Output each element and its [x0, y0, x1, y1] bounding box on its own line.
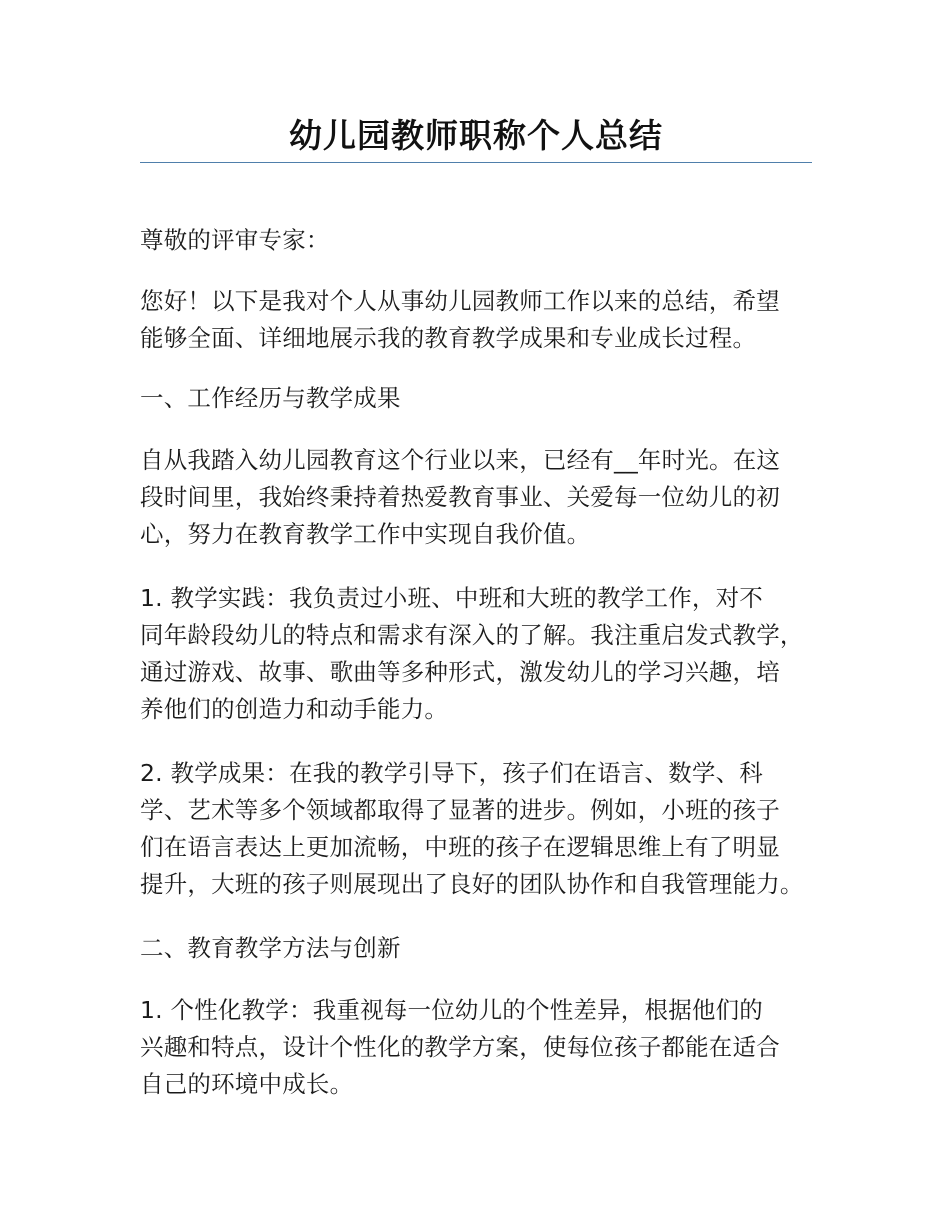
item1-1-line-1: 1. 教学实践：我负责过小班、中班和大班的教学工作，对不 — [140, 584, 763, 612]
item-teaching-practice — [140, 580, 812, 728]
item1-1-line-4: 养他们的创造力和动手能力。 — [140, 695, 449, 723]
item2-1-line-3: 自己的环境中成长。 — [140, 1070, 354, 1098]
document-title: 幼儿园教师职称个人总结 — [289, 116, 663, 155]
greeting — [140, 222, 812, 259]
section1-heading — [140, 380, 812, 417]
item1-2-line-4: 提升，大班的孩子则展现出了良好的团队协作和自我管理能力。 — [140, 870, 804, 898]
item1-2-line-3: 们在语言表达上更加流畅，中班的孩子在逻辑思维上有了明显 — [140, 833, 780, 861]
intro-line-2: 能够全面、详细地展示我的教育教学成果和专业成长过程。 — [140, 324, 757, 352]
section1-heading-text: 一、工作经历与教学成果 — [140, 384, 401, 412]
section2-heading — [140, 930, 812, 967]
section1-line-3: 心，努力在教育教学工作中实现自我价值。 — [140, 520, 591, 548]
title-underline — [140, 162, 812, 163]
item2-1-line-1: 1. 个性化教学：我重视每一位幼儿的个性差异，根据他们的 — [140, 996, 763, 1024]
section1-paragraph — [140, 442, 812, 553]
intro-line-1: 您好！以下是我对个人从事幼儿园教师工作以来的总结，希望 — [140, 287, 780, 315]
item-personalized-teaching — [140, 992, 812, 1103]
item1-1-line-2: 同年龄段幼儿的特点和需求有深入的了解。我注重启发式教学， — [140, 621, 804, 649]
intro-paragraph — [140, 283, 812, 357]
item1-2-line-2: 学、艺术等多个领域都取得了显著的进步。例如，小班的孩子 — [140, 796, 780, 824]
item1-1-line-3: 通过游戏、故事、歌曲等多种形式，激发幼儿的学习兴趣，培 — [140, 658, 780, 686]
section1-line-1: 自从我踏入幼儿园教育这个行业以来，已经有__年时光。在这 — [140, 446, 781, 474]
item-teaching-results — [140, 755, 812, 903]
section2-heading-text: 二、教育教学方法与创新 — [140, 934, 401, 962]
section1-line-2: 段时间里，我始终秉持着热爱教育事业、关爱每一位幼儿的初 — [140, 483, 780, 511]
item2-1-line-2: 兴趣和特点，设计个性化的教学方案，使每位孩子都能在适合 — [140, 1033, 780, 1061]
greeting-line: 尊敬的评审专家： — [140, 226, 330, 254]
item1-2-line-1: 2. 教学成果：在我的教学引导下，孩子们在语言、数学、科 — [140, 759, 763, 787]
